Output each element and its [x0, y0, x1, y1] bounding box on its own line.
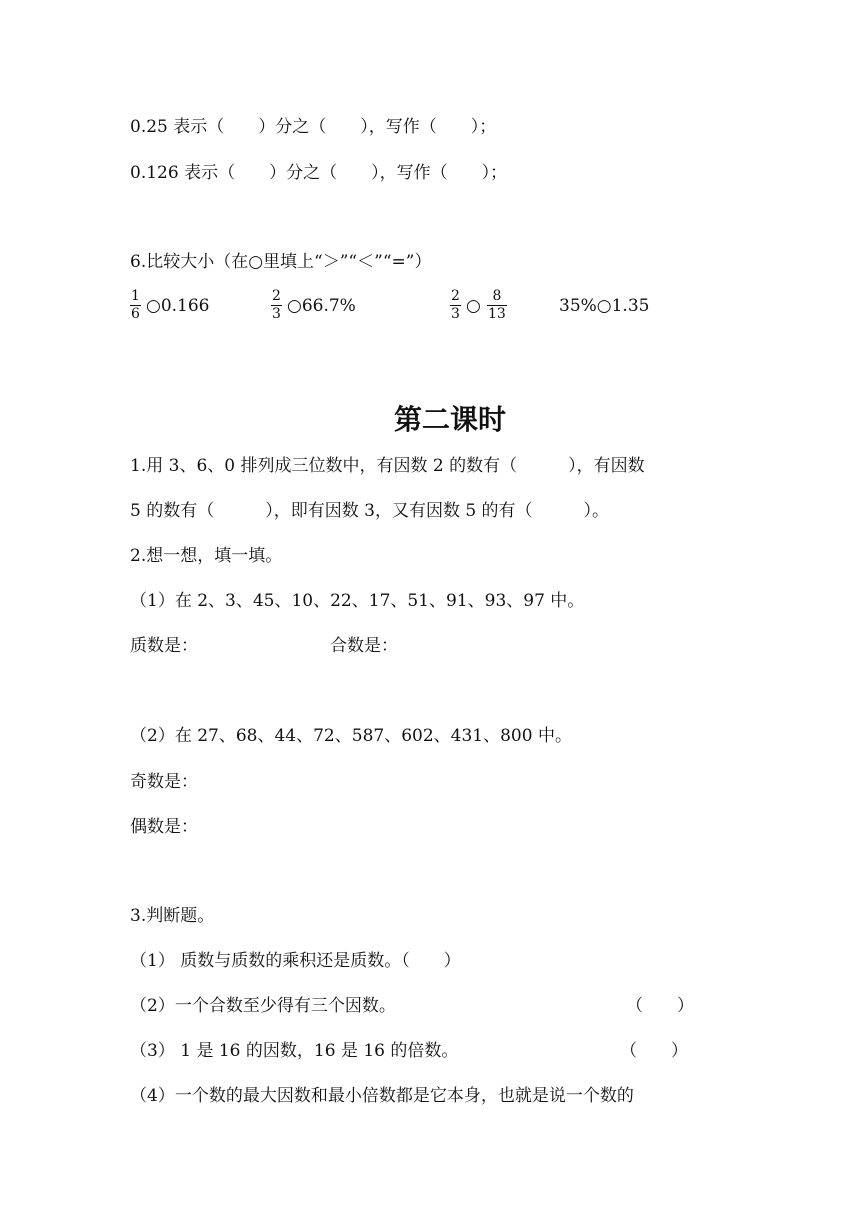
fraction-8-13: [487, 289, 507, 322]
intro-line-2: 0.126 表示（ ）分之（ ），写作（ ）；: [130, 163, 508, 183]
fraction-denominator: 6: [131, 306, 140, 322]
fraction-numerator: 2: [451, 288, 460, 304]
even-label: 偶数是：: [130, 817, 198, 837]
fraction-denominator: 13: [488, 306, 506, 322]
compare-item-1-rest: ○0.166: [146, 296, 210, 316]
q3-item-3: （3） 1 是 16 的因数，16 是 16 的倍数。: [130, 1041, 459, 1061]
q2-heading: 2.想一想，填一填。: [130, 546, 283, 566]
prime-label: 质数是：: [130, 636, 198, 656]
fraction-numerator: 8: [492, 288, 502, 304]
fraction-2-3-b: [450, 289, 461, 322]
compare-item-4: 35%○1.35: [559, 296, 650, 316]
fraction-numerator: 1: [131, 288, 140, 304]
q1-line-1: 1.用 3、6、0 排列成三位数中，有因数 2 的数有（ ），有因数: [130, 456, 645, 476]
q3-item-1: （1） 质数与质数的乘积还是质数。（ ）: [130, 951, 461, 971]
q2-part1: （1）在 2、3、45、10、22、17、51、91、93、97 中。: [130, 591, 585, 611]
fraction-denominator: 3: [451, 306, 460, 322]
q3-item-4: （4）一个数的最大因数和最小倍数都是它本身，也就是说一个数的: [130, 1086, 634, 1106]
q2-part2: （2）在 27、68、44、72、587、602、431、800 中。: [130, 726, 572, 746]
fraction-denominator: 3: [272, 306, 281, 322]
fraction-1-6: [130, 289, 141, 322]
fraction-2-3: [271, 289, 282, 322]
compare-item-2-rest: ○66.7%: [287, 296, 356, 316]
intro-line-1: 0.25 表示（ ）分之（ ），写作（ ）；: [130, 117, 497, 137]
q6-heading: 6.比较大小（在○里填上“＞”“＜”“=”）: [130, 252, 432, 272]
odd-label: 奇数是：: [130, 772, 198, 792]
q3-item-2-answer-paren: （ ）: [626, 996, 694, 1016]
fraction-numerator: 2: [272, 288, 281, 304]
q3-item-2: （2）一个合数至少得有三个因数。: [130, 996, 396, 1016]
q3-heading: 3.判断题。: [130, 906, 215, 926]
composite-label: 合数是：: [330, 636, 398, 656]
q3-item-3-answer-paren: （ ）: [620, 1041, 688, 1061]
section-title: 第二课时: [393, 403, 506, 436]
q1-line-2: 5 的数有（ ），即有因数 3，又有因数 5 的有（ ）。: [130, 501, 610, 521]
compare-circle: ○: [466, 296, 481, 316]
